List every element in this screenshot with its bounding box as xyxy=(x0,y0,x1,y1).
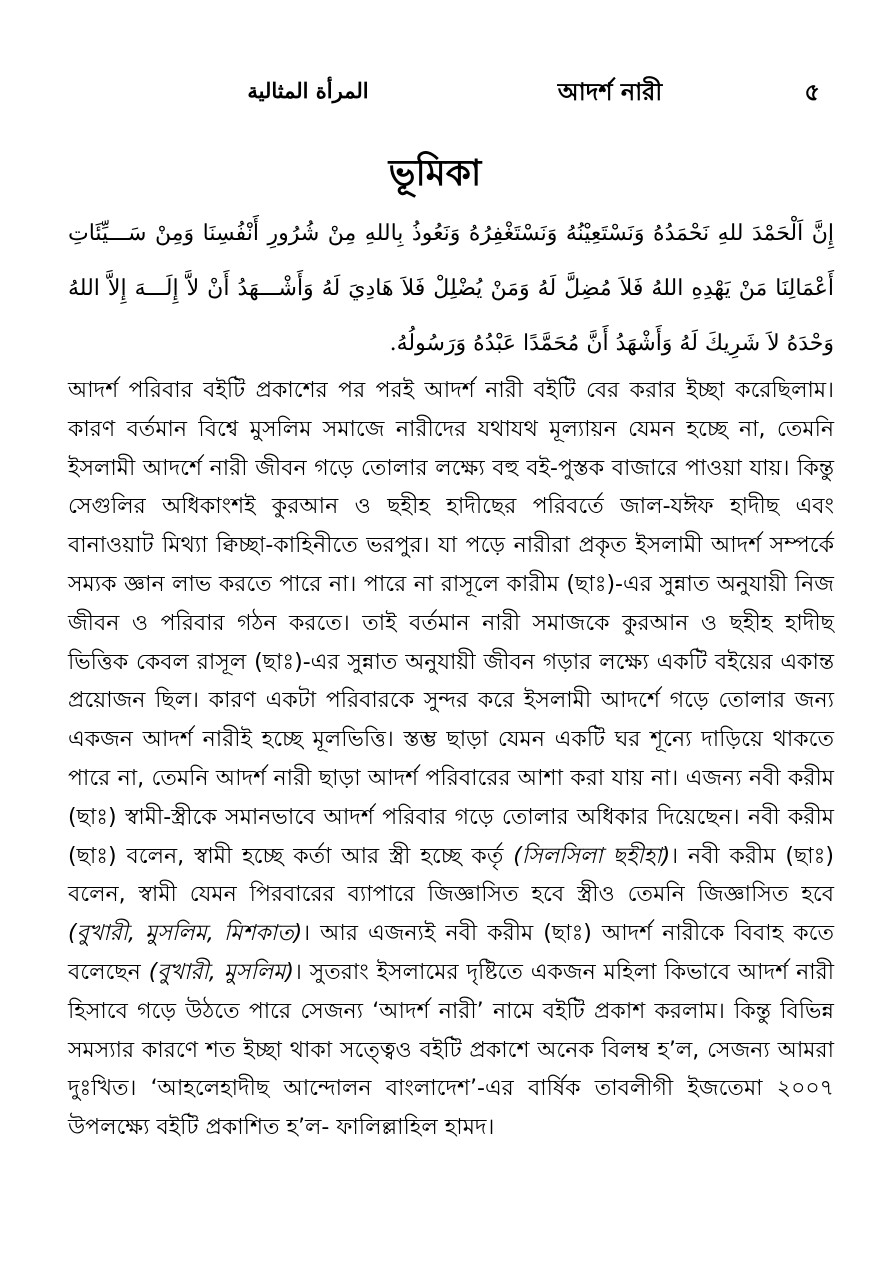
citation-bukhari-muslim-mishkat: (বুখারী, মুসলিম, মিশকাত) xyxy=(68,921,303,947)
body-text-part-4: । সুতরাং ইসলামের দৃষ্টিতে একজন মহিলা কিভাবে আদর্শ নারী হিসাবে গড়ে উঠতে পারে সেজন্য ‘আদর্শ নারী’ নামে বইটি প্রকাশ করলাম। কিন্তু বিভিন্ন সমস্যার কারণে শত ইচ্ছা থাকা সত্ত্বেও বইটি প্রকাশে অনেক বিলম্ব হ’ল, সেজন্য আমরা দুঃখিত। ‘আহলেহাদীছ আন্দোলন বাংলাদেশ’-এর বার্ষিক তাবলীগী ইজতেমা ২০০৭ উপলক্ষ্যে বইটি প্রকাশিত হ’ল- ফালিল্লাহিল হামদ। xyxy=(68,959,834,1141)
arabic-invocation: إِنَّ اَلْحَمْدَ للهِ نَحْمَدُهُ وَنَسْتَعِيْنُهُ وَنَسْتَغْفِرُهُ وَنَعُوذُ بِاللهِ مِنْ شُرُورِ أَنْفُسِنَا وَمِنْ سَـــيِّئَاتِ أَعْمَالِنَا مَنْ يَهْدِهِ اللهُ فَلاَ مُضِلَّ لَهُ وَمَنْ يُضْلِلْ فَلاَ هَادِيَ لَهُ وَأَشْـــهَدُ أَنْ لاَّ إِلَـــهَ إِلاَّ اللهُ وَحْدَهُ لاَ شَرِيكَ لَهُ وَأَشْهَدُ أَنَّ مُحَمَّدًا عَبْدُهُ وَرَسُولُهُ. xyxy=(68,221,834,356)
page-number: ৫ xyxy=(804,78,820,106)
citation-bukhari-muslim: (বুখারী, মুসলিম) xyxy=(148,959,294,985)
body-text-part-2: । নবী করীম (ছাঃ) বলেন, স্বামী যেমন পিরবারের ব্যাপারে জিজ্ঞাসিত হবে স্ত্রীও তেমনি জিজ্ঞাসিত হবে xyxy=(68,843,834,908)
body-text-part-1: আদর্শ পরিবার বইটি প্রকাশের পর পরই আদর্শ নারী বইটি বের করার ইচ্ছা করেছিলাম। কারণ বর্তমান বিশ্বে মুসলিম সমাজে নারীদের যথাযথ মূল্যায়ন যেমন হচ্ছে না, তেমনি ইসলামী আদর্শে নারী জীবন গড়ে তোলার লক্ষ্যে বহু বই-পুস্তক বাজারে পাওয়া যায়। কিন্তু সেগুলির অধিকাংশই কুরআন ও ছহীহ হাদীছের পরিবর্তে জাল-যঈফ হাদীছ এবং বানাওয়াট মিথ্যা ক্বিচ্ছা-কাহিনীতে ভরপুর। যা পড়ে নারীরা প্রকৃত ইসলামী আদর্শ সম্পর্কে সম্যক জ্ঞান লাভ করতে পারে না। পারে না রাসূলে কারীম (ছাঃ)-এর সুন্নাত অনুযায়ী নিজ জীবন ও পরিবার গঠন করতে। তাই বর্তমান নারী সমাজকে কুরআন ও ছহীহ হাদীছ ভিত্তিক কেবল রাসূল (ছাঃ)-এর সুন্নাত অনুযায়ী জীবন গড়ার লক্ষ্যে একটি বইয়ের একান্ত প্রয়োজন ছিল। কারণ একটা পরিবারকে সুন্দর করে ইসলামী আদর্শে গড়ে তোলার জন্য একজন আদর্শ নারীই হচ্ছে মূলভিত্তি। স্তম্ভ ছাড়া যেমন একটি ঘর শূন্যে দাড়িয়ে থাকতে পারে না, তেমনি আদর্শ নারী ছাড়া আদর্শ পরিবারের আশা করা যায় না। এজন্য নবী করীম (ছাঃ) স্বামী-স্ত্রীকে সমানভাবে আদর্শ পরিবার গড়ে তোলার অধিকার দিয়েছেন। নবী করীম (ছাঃ) বলেন, স্বামী হচ্ছে কর্তা আর স্ত্রী হচ্ছে কর্তৃ xyxy=(68,378,834,869)
citation-silsila: (সিলসিলা ছহীহা) xyxy=(513,843,671,869)
section-title: ভূমিকা xyxy=(388,153,482,194)
header-arabic-title: المرأة المثالية xyxy=(247,78,369,103)
header-book-title: আদর্শ নারী xyxy=(557,78,663,106)
body-paragraph xyxy=(68,372,834,1148)
body-text-part-3: । আর এজন্যই নবী করীম (ছাঃ) আদর্শ নারীকে বিবাহ কতে বলেছেন xyxy=(68,921,835,985)
